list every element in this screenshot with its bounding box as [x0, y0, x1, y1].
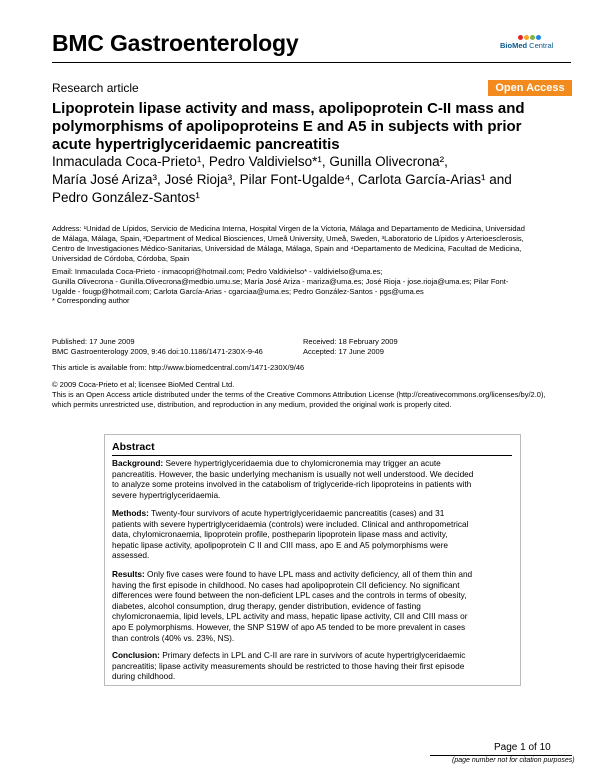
author-emails	[52, 267, 572, 297]
author-line: Pedro González-Santos¹	[52, 190, 200, 205]
logo-text-central: Central	[527, 41, 554, 50]
publication-info	[52, 337, 263, 357]
title-line: Lipoprotein lipase activity and mass, apolipoprotein C-II mass and	[52, 100, 525, 117]
email-line[interactable]: Email: Inmaculada Coca-Prieto - inmacopri@hotmail.com; Pedro Valdivielso* - valdivielso@uma.es;	[52, 267, 383, 276]
author-list	[52, 153, 572, 207]
abstract-results: Results: Only five cases were found to have LPL mass and activity deficiency, all of them thin and having the first episode in childhood. No cases had apolipoprotein CII deficiency. No significant differences were found between the non-deficient LPL cases and the controls in terms of obesity, diabetes, alcohol consumption, drug therapy, gender distribution, evidence of fasting chylomicronaemia, lipid levels, LPL activity and mass, hepatic lipase activity, CII and CIII mass or apo E polymorphisms. However, the SNP S19W of apo A5 tended to be more prevalent in cases than controls (40% vs. 23%, NS).	[112, 569, 473, 643]
copyright-line: which permits unrestricted use, distribution, and reproduction in any medium, provided the original work is properly cited.	[52, 400, 452, 409]
page-number: Page 1 of 10	[494, 742, 551, 753]
email-line[interactable]: Ugalde - fougp@hotmail.com; Carlota García-Arias - cgarciaa@uma.es; Pedro González-Santos - pgs@uma.es	[52, 287, 424, 296]
footer-rule	[430, 755, 572, 756]
article-type: Research article	[52, 81, 139, 95]
article-title	[52, 100, 572, 154]
methods-label: Methods:	[112, 508, 149, 518]
citation-note: (page number not for citation purposes)	[452, 757, 575, 764]
citation-doi: BMC Gastroenterology 2009, 9:46 doi:10.1186/1471-230X-9-46	[52, 347, 263, 356]
copyright-line[interactable]: This is an Open Access article distributed under the terms of the Creative Commons Attribution License (http://creativecommons.org/licenses/by/2.0),	[52, 390, 546, 399]
title-line: acute hypertriglyceridaemic pancreatitis	[52, 136, 340, 153]
article-url[interactable]: This article is available from: http://www.biomedcentral.com/1471-230X/9/46	[52, 363, 305, 372]
logo-text-bio: BioMed	[500, 41, 528, 50]
published-date: Published: 17 June 2009	[52, 337, 135, 346]
address-line: Address: ¹Unidad de Lípidos, Servicio de Medicina Interna, Hospital Virgen de la Victoria, Málaga and Departamento de Medicina, Universidad	[52, 224, 525, 233]
journal-title: BMC Gastroenterology	[52, 30, 299, 56]
author-line: María José Ariza³, José Rioja³, Pilar Font-Ugalde⁴, Carlota García-Arias¹ and	[52, 172, 512, 187]
background-label: Background:	[112, 458, 164, 468]
abstract-rule	[112, 455, 512, 456]
accepted-date: Accepted: 17 June 2009	[303, 347, 384, 356]
address-line: Universidad de Córdoba, Córdoba, Spain	[52, 254, 190, 263]
header-rule	[52, 62, 571, 63]
address-line: Centro de Investigaciones Médico-Sanitarias, Universidad de Málaga, Málaga, Spain and ⁴Departamento de Medicina, Facultad de Medicina,	[52, 244, 522, 253]
email-line[interactable]: Gunilla Olivecrona - Gunilla.Olivecrona@medbio.umu.se; María José Ariza - mariza@uma.es; José Rioja - jose.rioja@uma.es; Pilar Font-	[52, 277, 509, 286]
abstract-methods: Methods: Twenty-four survivors of acute hypertriglyceridaemic pancreatitis (cases) and 31 patients with severe hypertriglyceridaemia (controls) were included. Clinical and anthropometrical data, chylomicronaemia, lipoprotein profile, postheparin lipoprotein lipase mass and activity, hepatic lipase activity, apolipoprotein C II and CIII mass, apo E and A5 polymorphisms were assessed.	[112, 508, 469, 561]
conclusion-label: Conclusion:	[112, 650, 160, 660]
title-line: polymorphisms of apolipoproteins E and A5 in subjects with prior	[52, 118, 522, 135]
received-accepted-info	[303, 337, 398, 357]
abstract-heading: Abstract	[112, 441, 155, 453]
open-access-badge: Open Access	[488, 80, 572, 96]
author-line: Inmaculada Coca-Prieto¹, Pedro Valdivielso*¹, Gunilla Olivecrona²,	[52, 154, 448, 169]
results-label: Results:	[112, 569, 145, 579]
abstract-conclusion: Conclusion: Primary defects in LPL and C-II are rare in survivors of acute hypertriglyceridaemic pancreatitis; lipase activity measurements should be restricted to those having their first episode during childhood.	[112, 650, 466, 682]
affiliations	[52, 224, 572, 264]
copyright-line: © 2009 Coca-Prieto et al; licensee BioMed Central Ltd.	[52, 380, 235, 389]
address-line: de Málaga, Málaga, Spain, ²Department of Medical Biosciences, Umeå University, Umeå, Sweden, ³Laboratorio de Lípidos y Arterioesclerosis,	[52, 234, 524, 243]
corresponding-author-note: * Corresponding author	[52, 296, 130, 305]
received-date: Received: 18 February 2009	[303, 337, 398, 346]
biomed-central-logo	[500, 27, 558, 57]
abstract-background: Background: Severe hypertriglyceridaemia due to chylomicronemia may trigger an acute pancreatitis. However, the basic underlying mechanism is usually not well understood. We decided to analyze some proteins involved in the catabolism of triglyceride-rich lipoproteins in patients with severe hypertriglyceridaemia.	[112, 458, 474, 500]
copyright-notice	[52, 380, 572, 410]
